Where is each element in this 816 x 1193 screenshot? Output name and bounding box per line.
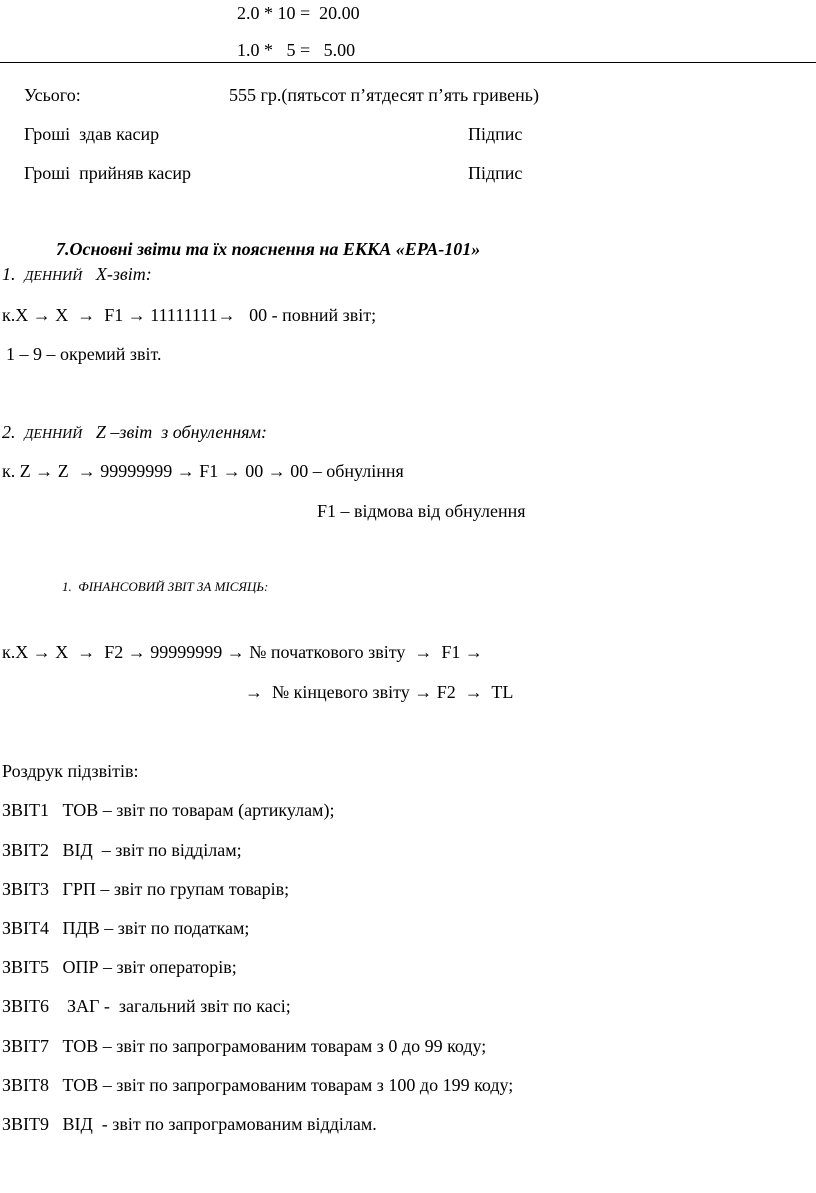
daily-x-heading-rest: X-звіт: bbox=[95, 264, 152, 284]
monthly-sequence-2: → № кінцевого звіту → F2 → TL bbox=[245, 682, 514, 702]
daily-z-sequence: к. Z → Z → 99999999 → F1 → 00 → 00 – обнуління bbox=[2, 461, 404, 481]
total-value: 555 гр.(пятьсот п’ятдесят п’ять гривень) bbox=[229, 85, 539, 105]
daily-z-number: 2. bbox=[2, 422, 16, 442]
section-title: 7.Основні звіти та їх пояснення на ЕККА «ЕРА-101» bbox=[56, 239, 481, 259]
daily-x-number: 1. bbox=[2, 264, 16, 284]
daily-x-heading-caps: ДЕННИЙ bbox=[24, 269, 83, 284]
calc-row-1: 2.0 * 10 = 20.00 bbox=[237, 3, 360, 23]
subreport-item-5: ЗВІТ5 ОПР – звіт операторів; bbox=[2, 957, 237, 977]
subreport-item-3: ЗВІТ3 ГРП – звіт по групам товарів; bbox=[2, 879, 290, 899]
daily-x-partial: 1 – 9 – окремий звіт. bbox=[6, 344, 162, 364]
subreport-item-6: ЗВІТ6 ЗАГ - загальний звіт по касі; bbox=[2, 996, 291, 1016]
monthly-sequence-1: к.Х → Х → F2 → 99999999 → № початкового звіту → F1 → bbox=[2, 642, 483, 662]
daily-z-heading bbox=[2, 423, 267, 442]
daily-z-refusal: F1 – відмова від обнулення bbox=[317, 501, 526, 521]
subreport-item-8: ЗВІТ8 ТОВ – звіт по запрограмованим товарам з 100 до 199 коду; bbox=[2, 1075, 514, 1095]
daily-x-sequence: к.Х → Х → F1 → 11111111→ 00 - повний звіт; bbox=[2, 305, 377, 325]
subreport-item-2: ЗВІТ2 ВІД – звіт по відділам; bbox=[2, 840, 242, 860]
daily-z-heading-rest: Z –звіт з обнуленням: bbox=[95, 422, 268, 442]
signature-label-received: Гроші прийняв касир bbox=[24, 163, 192, 183]
subreport-item-7: ЗВІТ7 ТОВ – звіт по запрограмованим товарам з 0 до 99 коду; bbox=[2, 1036, 487, 1056]
horizontal-rule bbox=[0, 62, 816, 63]
subreport-item-4: ЗВІТ4 ПДВ – звіт по податкам; bbox=[2, 918, 250, 938]
daily-z-heading-caps: ДЕННИЙ bbox=[24, 427, 83, 442]
signature-sign-handed: Підпис bbox=[468, 124, 523, 144]
total-label: Усього: bbox=[24, 85, 81, 105]
signature-sign-received: Підпис bbox=[468, 163, 523, 183]
signature-label-handed: Гроші здав касир bbox=[24, 124, 160, 144]
monthly-heading: 1. ФІНАНСОВИЙ ЗВІТ ЗА МІСЯЦЬ: bbox=[62, 579, 269, 594]
daily-x-heading bbox=[2, 265, 152, 284]
subreport-item-1: ЗВІТ1 ТОВ – звіт по товарам (артикулам); bbox=[2, 800, 335, 820]
subreports-title: Роздрук підзвітів: bbox=[2, 761, 139, 781]
subreport-item-9: ЗВІТ9 ВІД - звіт по запрограмованим відділам. bbox=[2, 1114, 377, 1134]
calc-row-2: 1.0 * 5 = 5.00 bbox=[237, 40, 356, 60]
